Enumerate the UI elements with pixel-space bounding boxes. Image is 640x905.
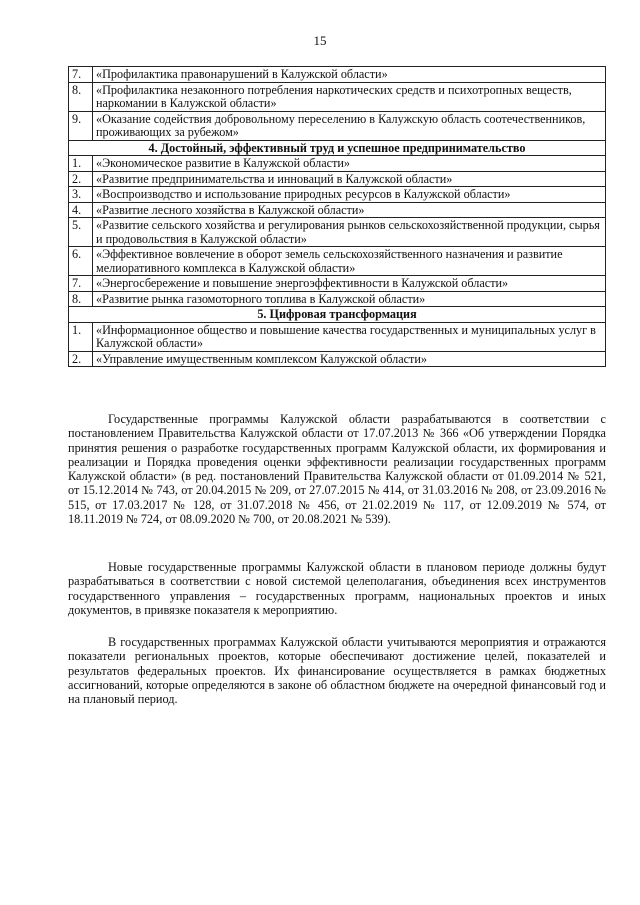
row-number: 8. bbox=[69, 291, 93, 307]
section-title: 5. Цифровая трансформация bbox=[69, 307, 606, 323]
row-number: 7. bbox=[69, 276, 93, 292]
section-header-row bbox=[69, 307, 606, 323]
section-title: 4. Достойный, эффективный труд и успешное предпринимательство bbox=[69, 140, 606, 156]
row-number: 9. bbox=[69, 111, 93, 140]
row-number: 8. bbox=[69, 82, 93, 111]
table-row bbox=[69, 351, 606, 367]
program-name: «Развитие лесного хозяйства в Калужской области» bbox=[93, 202, 606, 218]
program-name: «Профилактика незаконного потребления наркотических средств и психотропных веществ, наркомании в Калужской области» bbox=[93, 82, 606, 111]
row-number: 1. bbox=[69, 322, 93, 351]
table-row bbox=[69, 218, 606, 247]
table-row bbox=[69, 82, 606, 111]
program-name: «Экономическое развитие в Калужской области» bbox=[93, 156, 606, 172]
table-row bbox=[69, 187, 606, 203]
table-row bbox=[69, 171, 606, 187]
program-name: «Энергосбережение и повышение энергоэффективности в Калужской области» bbox=[93, 276, 606, 292]
row-number: 7. bbox=[69, 67, 93, 83]
program-name: «Профилактика правонарушений в Калужской области» bbox=[93, 67, 606, 83]
table-row bbox=[69, 276, 606, 292]
row-number: 6. bbox=[69, 247, 93, 276]
row-number: 1. bbox=[69, 156, 93, 172]
section-header-row bbox=[69, 140, 606, 156]
program-name: «Оказание содействия добровольному переселению в Калужскую область соотечественников, проживающих за рубежом» bbox=[93, 111, 606, 140]
program-name: «Управление имущественным комплексом Калужской области» bbox=[93, 351, 606, 367]
program-name: «Информационное общество и повышение качества государственных и муниципальных услуг в Калужской области» bbox=[93, 322, 606, 351]
program-name: «Эффективное вовлечение в оборот земель сельскохозяйственного назначения и развитие мелиоративного комплекса в Калужской области» bbox=[93, 247, 606, 276]
row-number: 5. bbox=[69, 218, 93, 247]
paragraph-new-programs bbox=[68, 560, 606, 617]
paragraph-programs-development bbox=[68, 412, 606, 526]
table-row bbox=[69, 247, 606, 276]
paragraph-text: Новые государственные программы Калужской области в плановом периоде должны будут разрабатываться в соответствии с новой системой целеполагания, объединения всех инструментов государственного управления – государственных программ, национальных проектов и иных документов, в привязке показателя к мероприятию. bbox=[68, 560, 606, 617]
paragraph-regional-projects bbox=[68, 635, 606, 706]
table-row bbox=[69, 67, 606, 83]
row-number: 4. bbox=[69, 202, 93, 218]
table-row bbox=[69, 291, 606, 307]
table-row bbox=[69, 322, 606, 351]
table-row bbox=[69, 156, 606, 172]
table-row bbox=[69, 202, 606, 218]
row-number: 3. bbox=[69, 187, 93, 203]
table-row bbox=[69, 111, 606, 140]
paragraph-text: Государственные программы Калужской области разрабатываются в соответствии с постановлением Правительства Калужской области от 17.07.2013 № 366 «Об утверждении Порядка принятия решения о разработке государственных программ Калужской области, их формирования и реализации и Порядка проведения оценки эффективности реализации государственных программ Калужской области» (в ред. постановлений Правительства Калужской области от 01.09.2014 № 521, от 15.12.2014 № 743, от 20.04.2015 № 209, от 27.07.2015 № 414, от 31.03.2016 № 208, от 23.09.2016 № 515, от 17.03.2017 № 128, от 31.07.2018 № 456, от 21.02.2019 № 117, от 12.09.2019 № 574, от 18.11.2019 № 724, от 08.09.2020 № 700, от 20.08.2021 № 539). bbox=[68, 412, 606, 527]
page-number: 15 bbox=[313, 33, 327, 48]
programs-table bbox=[68, 66, 606, 367]
paragraph-text: В государственных программах Калужской области учитываются мероприятия и отражаются показатели региональных проектов, которые обеспечивают достижение целей, показателей и результатов федеральных проектов. Их финансирование осуществляется в рамках бюджетных ассигнований, которые определяются в законе об областном бюджете на очередной финансовый год и на плановый период. bbox=[68, 635, 606, 707]
program-name: «Развитие сельского хозяйства и регулирования рынков сельскохозяйственной продукции, сырья и продовольствия в Калужской области» bbox=[93, 218, 606, 247]
program-name: «Воспроизводство и использование природных ресурсов в Калужской области» bbox=[93, 187, 606, 203]
row-number: 2. bbox=[69, 351, 93, 367]
program-name: «Развитие рынка газомоторного топлива в Калужской области» bbox=[93, 291, 606, 307]
program-name: «Развитие предпринимательства и инноваций в Калужской области» bbox=[93, 171, 606, 187]
row-number: 2. bbox=[69, 171, 93, 187]
